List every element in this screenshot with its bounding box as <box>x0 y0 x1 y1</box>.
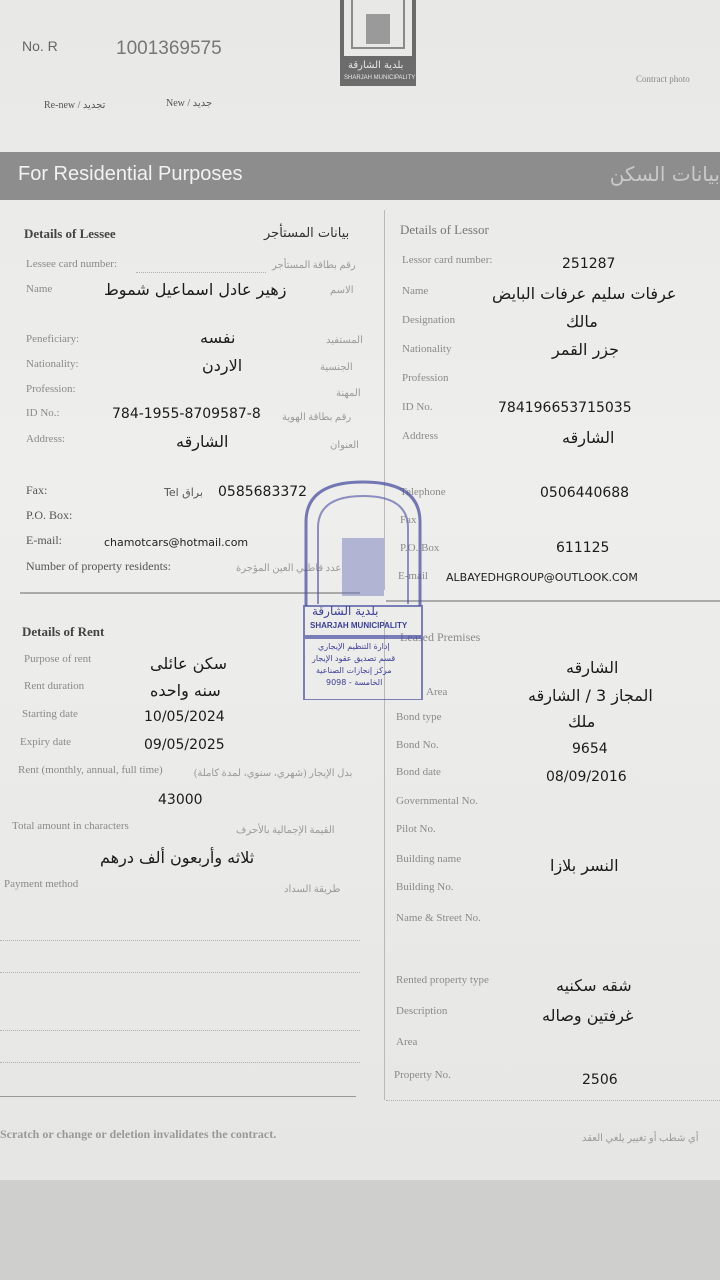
premises-area-label: Area <box>426 686 448 698</box>
lessee-profession-label: Profession: <box>26 383 76 395</box>
lessor-nationality: جزر القمر <box>552 340 620 359</box>
banner-title-ar: بيانات السكن <box>609 162 720 186</box>
total-label-ar: القيمة الإجمالية بالأحرف <box>236 825 335 836</box>
renew-label: Re-new / تجديد <box>44 100 106 111</box>
bond-no: 9654 <box>572 741 608 757</box>
lessee-id-label-ar: رقم بطاقة الهوية <box>282 412 352 423</box>
lessor-card-label: Lessor card number: <box>402 254 493 266</box>
lessor-card: 251287 <box>562 256 616 272</box>
lessee-pobox-label: P.O. Box: <box>26 508 73 522</box>
lessee-address: الشارقه <box>176 432 229 451</box>
building-no-label: Building No. <box>396 881 454 893</box>
area-label-2: Area <box>396 1036 418 1048</box>
lessee-name-label: Name <box>26 283 53 295</box>
contract-photo-label: Contract photo <box>636 74 690 84</box>
rent-label: Rent (monthly, annual, full time) <box>18 764 163 776</box>
property-type: شقه سكنيه <box>556 976 632 995</box>
lessor-telephone-label: Telephone <box>400 486 446 498</box>
premises-emirate: الشارقه <box>566 658 619 677</box>
lessee-name-label-ar: الاسم <box>330 285 354 296</box>
duration-value: سنه واحده <box>150 681 221 700</box>
stamp-line-3: إدارة التنظيم الإيجاري <box>318 642 390 651</box>
building-name: النسر بلازا <box>550 856 619 875</box>
duration-label: Rent duration <box>24 680 85 692</box>
new-label: New / جديد <box>166 98 213 109</box>
bond-date-label: Bond date <box>396 766 441 778</box>
lessor-name-label: Name <box>402 285 429 297</box>
dotted-line <box>0 1030 360 1031</box>
lessor-id: 784196653715035 <box>498 400 632 416</box>
lessee-nationality-label: Nationality: <box>26 358 79 370</box>
number-label: No. R <box>22 38 58 54</box>
building-name-label: Building name <box>396 853 462 865</box>
total-in-words: ثلاثه وأربعون ألف درهم <box>100 848 255 867</box>
section-banner <box>0 152 720 200</box>
lessee-card-label-ar: رقم بطاقة المستأجر <box>272 260 356 271</box>
property-no-label: Property No. <box>394 1069 451 1081</box>
dotted-line <box>136 272 266 273</box>
expiry-label: Expiry date <box>20 736 72 748</box>
stamp-line-5: مركز إنجازات الصناعية <box>316 666 392 675</box>
purpose-value: سكن عائلى <box>150 654 228 673</box>
residents-label-ar: عدد قاطني العين المؤجرة <box>236 563 342 574</box>
description-label: Description <box>396 1005 448 1017</box>
rent-label-ar: بدل الإيجار (شهري، سنوي، لمدة كاملة) <box>194 768 353 779</box>
lessee-nationality: الاردن <box>202 356 243 375</box>
logo-text-ar: بلدية الشارقة <box>348 60 404 71</box>
lessee-heading: Details of Lessee <box>24 226 116 241</box>
lessee-address-label: Address: <box>26 433 66 445</box>
property-type-label: Rented property type <box>396 974 489 986</box>
expiry-date: 09/05/2025 <box>144 737 225 753</box>
lessor-pobox-label: P.O. Box <box>400 542 440 554</box>
contract-number: 1001369575 <box>116 38 222 59</box>
premises-heading: Leased Premises <box>400 630 481 644</box>
street-label: Name & Street No. <box>396 912 481 924</box>
lessor-id-label: ID No. <box>402 401 433 413</box>
bond-type: ملك <box>568 712 596 731</box>
total-label: Total amount in characters <box>12 820 129 832</box>
property-no: 2506 <box>582 1072 618 1088</box>
lessor-address: الشارقه <box>562 428 615 447</box>
dotted-line <box>386 1100 720 1101</box>
section-rule-right <box>386 600 720 602</box>
beneficiary-value: نفسه <box>200 328 236 347</box>
beneficiary-label-ar: المستفيد <box>326 335 363 346</box>
lessor-email: ALBAYEDHGROUP@OUTLOOK.COM <box>446 571 638 584</box>
premises-area: المجاز 3 / الشارقه <box>528 686 653 705</box>
lessee-name: زهير عادل اسماعيل شموط <box>104 280 287 299</box>
lessee-card-label: Lessee card number: <box>26 258 118 270</box>
designation-label: Designation <box>402 314 456 326</box>
payment-label-ar: طريقة السداد <box>284 884 341 895</box>
lessor-heading: Details of Lessor <box>400 222 489 237</box>
gov-no-label: Governmental No. <box>396 795 478 807</box>
purpose-label: Purpose of rent <box>24 653 92 665</box>
logo-text-en: SHARJAH MUNICIPALITY <box>344 75 416 81</box>
background-surface <box>0 1180 720 1280</box>
lessee-email: chamotcars@hotmail.com <box>104 536 249 549</box>
lessee-email-label: E-mail: <box>26 533 62 547</box>
lessor-email-label: E-mail <box>398 570 428 582</box>
lessee-nationality-label-ar: الجنسية <box>320 362 353 373</box>
dotted-line <box>0 1062 360 1063</box>
lessor-address-label: Address <box>402 430 439 442</box>
dotted-line <box>0 972 360 973</box>
lessee-id-label: ID No.: <box>26 407 60 419</box>
lessor-name: عرفات سليم عرفات البايض <box>492 284 677 303</box>
lessor-fax-label: Fax <box>400 514 417 526</box>
stamp-line-6: الخامسة - 9098 <box>326 678 383 687</box>
stamp-line-2: SHARJAH MUNICIPALITY <box>310 621 408 630</box>
lessee-heading-ar: بيانات المستأجر <box>264 226 350 241</box>
description-value: غرفتين وصاله <box>542 1006 634 1025</box>
municipality-stamp <box>302 478 424 700</box>
footer-note: Scratch or change or deletion invalidates the contract. <box>0 1127 277 1141</box>
lessee-tel: 0585683372 <box>218 484 308 500</box>
designation: مالك <box>566 312 598 331</box>
municipality-logo <box>336 0 420 88</box>
lessor-telephone: 0506440688 <box>540 485 630 501</box>
lessor-nationality-label: Nationality <box>402 343 452 355</box>
lessee-profession-label-ar: المهنة <box>336 388 361 399</box>
lessor-pobox: 611125 <box>556 540 610 556</box>
rent-amount: 43000 <box>158 792 203 808</box>
rent-heading: Details of Rent <box>22 624 105 639</box>
lessee-id: 784-1955-8709587-8 <box>112 406 261 422</box>
stamp-line-1: بلدية الشارقة <box>312 604 379 618</box>
beneficiary-label: Peneficiary: <box>26 333 80 345</box>
dotted-line <box>0 940 360 941</box>
lessee-address-label-ar: العنوان <box>330 440 359 451</box>
bond-date: 08/09/2016 <box>546 769 627 785</box>
residents-label: Number of property residents: <box>26 559 171 573</box>
plot-no-label: Pilot No. <box>396 823 436 835</box>
payment-label: Payment method <box>4 878 79 890</box>
section-rule <box>0 1096 356 1097</box>
stamp-line-4: قسم تصديق عقود الإيجار <box>312 654 396 663</box>
footer-note-ar: أي شطب أو تغيير يلغي العقد <box>582 1133 699 1144</box>
start-date: 10/05/2024 <box>144 709 225 725</box>
lessee-tel-label: Tel براق <box>164 486 203 499</box>
bond-type-label: Bond type <box>396 711 442 723</box>
bond-no-label: Bond No. <box>396 739 439 751</box>
lessee-fax-label: Fax: <box>26 483 48 497</box>
lessor-profession-label: Profession <box>402 372 449 384</box>
banner-title: For Residential Purposes <box>18 163 243 185</box>
start-label: Starting date <box>22 708 78 720</box>
